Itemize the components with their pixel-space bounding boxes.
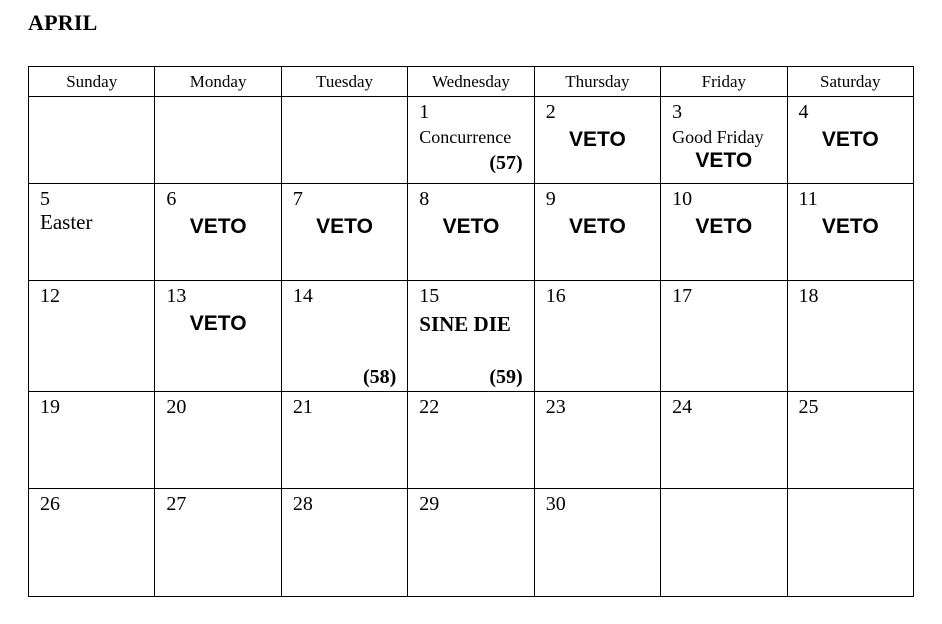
day-note: Concurrence	[419, 127, 512, 147]
veto-label: VETO	[821, 215, 879, 238]
day-number: 28	[292, 493, 313, 515]
day-number: 7	[292, 188, 303, 210]
day-cell	[29, 281, 155, 392]
sine-die-label: SINE DIE	[419, 312, 511, 336]
day-cell	[408, 489, 534, 597]
weekday-header: Friday	[661, 67, 787, 97]
empty-day-cell	[155, 97, 281, 184]
veto-label: VETO	[316, 215, 373, 238]
veto-label: VETO	[695, 215, 753, 238]
day-cell	[281, 489, 407, 597]
day-cell	[661, 392, 787, 489]
month-title: APRIL	[28, 10, 98, 35]
weekday-header-row	[29, 67, 914, 97]
day-number: 10	[672, 188, 693, 210]
day-number: 1	[419, 101, 430, 123]
day-cell	[661, 184, 787, 281]
day-note: Good Friday	[672, 127, 764, 147]
day-number: 24	[672, 396, 693, 418]
day-number: 15	[419, 285, 440, 307]
day-cell	[29, 392, 155, 489]
day-number: 20	[166, 396, 187, 418]
day-number: 8	[419, 188, 430, 210]
day-number: 4	[798, 101, 809, 123]
day-cell	[661, 97, 787, 184]
day-cell	[408, 97, 534, 184]
day-cell	[281, 184, 407, 281]
veto-label: VETO	[189, 215, 247, 238]
day-cell	[29, 489, 155, 597]
week-row	[29, 392, 914, 489]
day-cell	[408, 392, 534, 489]
empty-day-cell	[281, 97, 407, 184]
day-number: 27	[166, 493, 187, 515]
day-cell	[787, 392, 913, 489]
veto-label: VETO	[569, 128, 626, 151]
day-number: 5	[40, 188, 50, 210]
veto-label: VETO	[821, 128, 879, 151]
weekday-header: Monday	[155, 67, 281, 97]
day-number: 22	[419, 396, 440, 418]
day-number: 23	[545, 396, 566, 418]
day-number: 18	[798, 285, 819, 307]
day-cell	[534, 489, 660, 597]
day-note: Easter	[40, 210, 93, 234]
day-number: 30	[545, 493, 566, 515]
day-cell	[281, 281, 407, 392]
day-cell	[534, 392, 660, 489]
session-number: (59)	[489, 366, 523, 388]
veto-label: VETO	[442, 215, 500, 238]
day-cell	[155, 392, 281, 489]
week-row	[29, 184, 914, 281]
week-row	[29, 489, 914, 597]
day-cell	[534, 184, 660, 281]
day-number: 9	[545, 188, 556, 210]
calendar-grid	[28, 66, 914, 597]
day-cell	[534, 97, 660, 184]
day-number: 2	[545, 101, 556, 123]
day-number: 25	[798, 396, 819, 418]
day-cell	[281, 392, 407, 489]
weekday-header: Wednesday	[408, 67, 534, 97]
empty-day-cell	[787, 489, 913, 597]
day-number: 17	[672, 285, 693, 307]
day-number: 3	[672, 101, 683, 123]
session-number: (57)	[489, 152, 523, 174]
day-cell	[787, 184, 913, 281]
week-row	[29, 281, 914, 392]
day-cell	[155, 281, 281, 392]
day-cell	[787, 281, 913, 392]
empty-day-cell	[661, 489, 787, 597]
empty-day-cell	[29, 97, 155, 184]
day-number: 19	[40, 396, 60, 418]
day-number: 16	[545, 285, 566, 307]
day-number: 29	[419, 493, 440, 515]
day-cell	[787, 97, 913, 184]
veto-label: VETO	[569, 215, 626, 238]
day-cell	[534, 281, 660, 392]
weekday-header: Thursday	[534, 67, 660, 97]
day-number: 6	[166, 188, 177, 210]
day-number: 21	[292, 396, 313, 418]
day-number: 12	[40, 285, 60, 307]
session-number: (58)	[362, 366, 397, 388]
day-cell	[408, 184, 534, 281]
weekday-header: Tuesday	[281, 67, 407, 97]
week-row	[29, 97, 914, 184]
day-cell	[661, 281, 787, 392]
day-number: 26	[40, 493, 60, 515]
veto-label: VETO	[189, 312, 247, 335]
weekday-header: Sunday	[29, 67, 155, 97]
day-cell	[155, 489, 281, 597]
day-number: 11	[798, 188, 818, 210]
day-cell	[29, 184, 155, 281]
weekday-header: Saturday	[787, 67, 913, 97]
day-number: 13	[166, 285, 187, 307]
day-cell	[408, 281, 534, 392]
day-number: 14	[292, 285, 313, 307]
day-cell	[155, 184, 281, 281]
veto-label: VETO	[695, 149, 753, 172]
